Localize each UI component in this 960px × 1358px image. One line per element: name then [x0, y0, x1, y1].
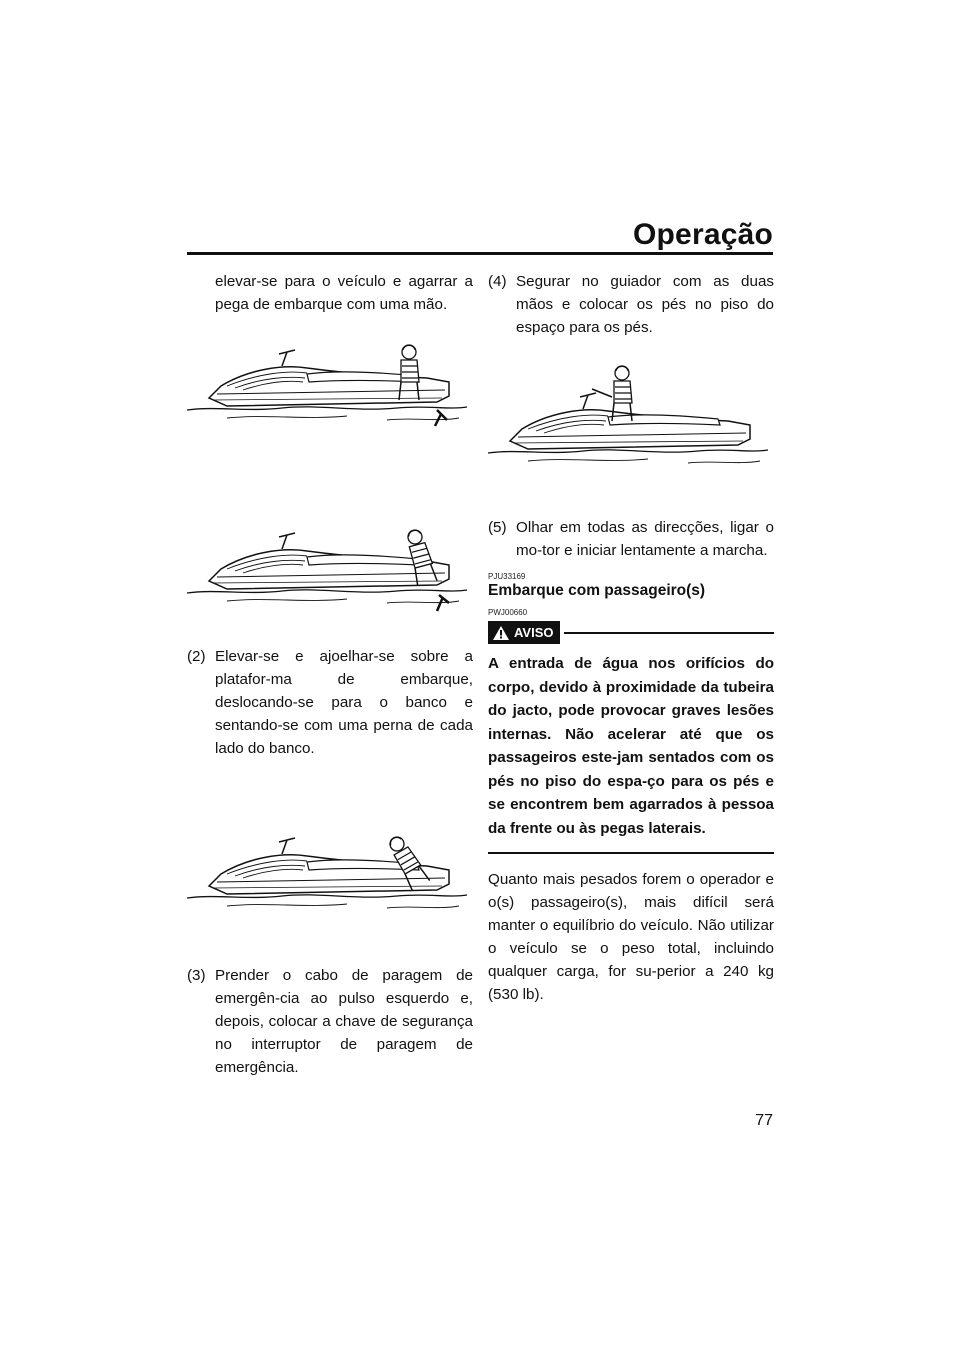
- step-5: [488, 516, 774, 562]
- page-title: Operação: [633, 218, 773, 251]
- warning-end-rule: [488, 852, 774, 854]
- step-5-text: Olhar em todas as direcções, ligar o mo-tor e iniciar lentamente a marcha.: [516, 519, 774, 559]
- step-2: [187, 645, 473, 760]
- section-title: Embarque com passageiro(s): [488, 582, 706, 599]
- step-4: [488, 270, 774, 339]
- step-5-number: (5): [488, 519, 507, 536]
- step-4-number: (4): [488, 273, 507, 290]
- illustration-boarding-hand: [187, 330, 473, 435]
- step-3: [187, 964, 473, 1079]
- body-text: Quanto mais pesados forem o operador e o(s) passageiro(s), mais difícil será manter o equilíbrio do veículo. Não utilizar o veículo se o peso total, incluindo qualquer carga, for su-perior a 240 kg (530 lb).: [488, 871, 774, 1003]
- warning-triangle-icon: [492, 625, 510, 641]
- warning-code: PWJ00660: [488, 608, 528, 617]
- illustration-kneeling-platform: [187, 810, 473, 920]
- step-3-number: (3): [187, 967, 206, 984]
- illustration-seated-rider: [488, 357, 774, 472]
- left-column: [187, 270, 473, 1079]
- right-column: [488, 270, 774, 1006]
- warning-text: A entrada de água nos orifícios do corpo, devido à proximidade da tubeira do jacto, pode provocar graves lesões internas. Não acelerar até que os passageiros este-jam sentados com os pés no piso do espa-ço para os pés e se encontrem bem agarrados à pessoa da frente ou às pegas laterais.: [488, 655, 774, 837]
- page-number: 77: [755, 1112, 773, 1129]
- warning-header: [488, 621, 774, 644]
- step-2-number: (2): [187, 648, 206, 665]
- section-code: PJU33169: [488, 572, 526, 581]
- title-rule: [187, 252, 773, 255]
- warning-badge: [488, 621, 560, 644]
- illustration-climbing-platform: [187, 507, 473, 617]
- step-3-text: Prender o cabo de paragem de emergên-cia ao pulso esquerdo e, depois, colocar a chave de segurança no interruptor de paragem de emergência.: [215, 967, 473, 1076]
- step-4-text: Segurar no guiador com as duas mãos e colocar os pés no piso do espaço para os pés.: [516, 273, 774, 336]
- warning-rule: [564, 632, 775, 634]
- warning-label: AVISO: [514, 625, 554, 640]
- step-2-text: Elevar-se e ajoelhar-se sobre a platafor-ma de embarque, deslocando-se para o banco e sentando-se com uma perna de cada lado do banco.: [215, 648, 473, 757]
- continuation-text: elevar-se para o veículo e agarrar a pega de embarque com uma mão.: [215, 273, 473, 313]
